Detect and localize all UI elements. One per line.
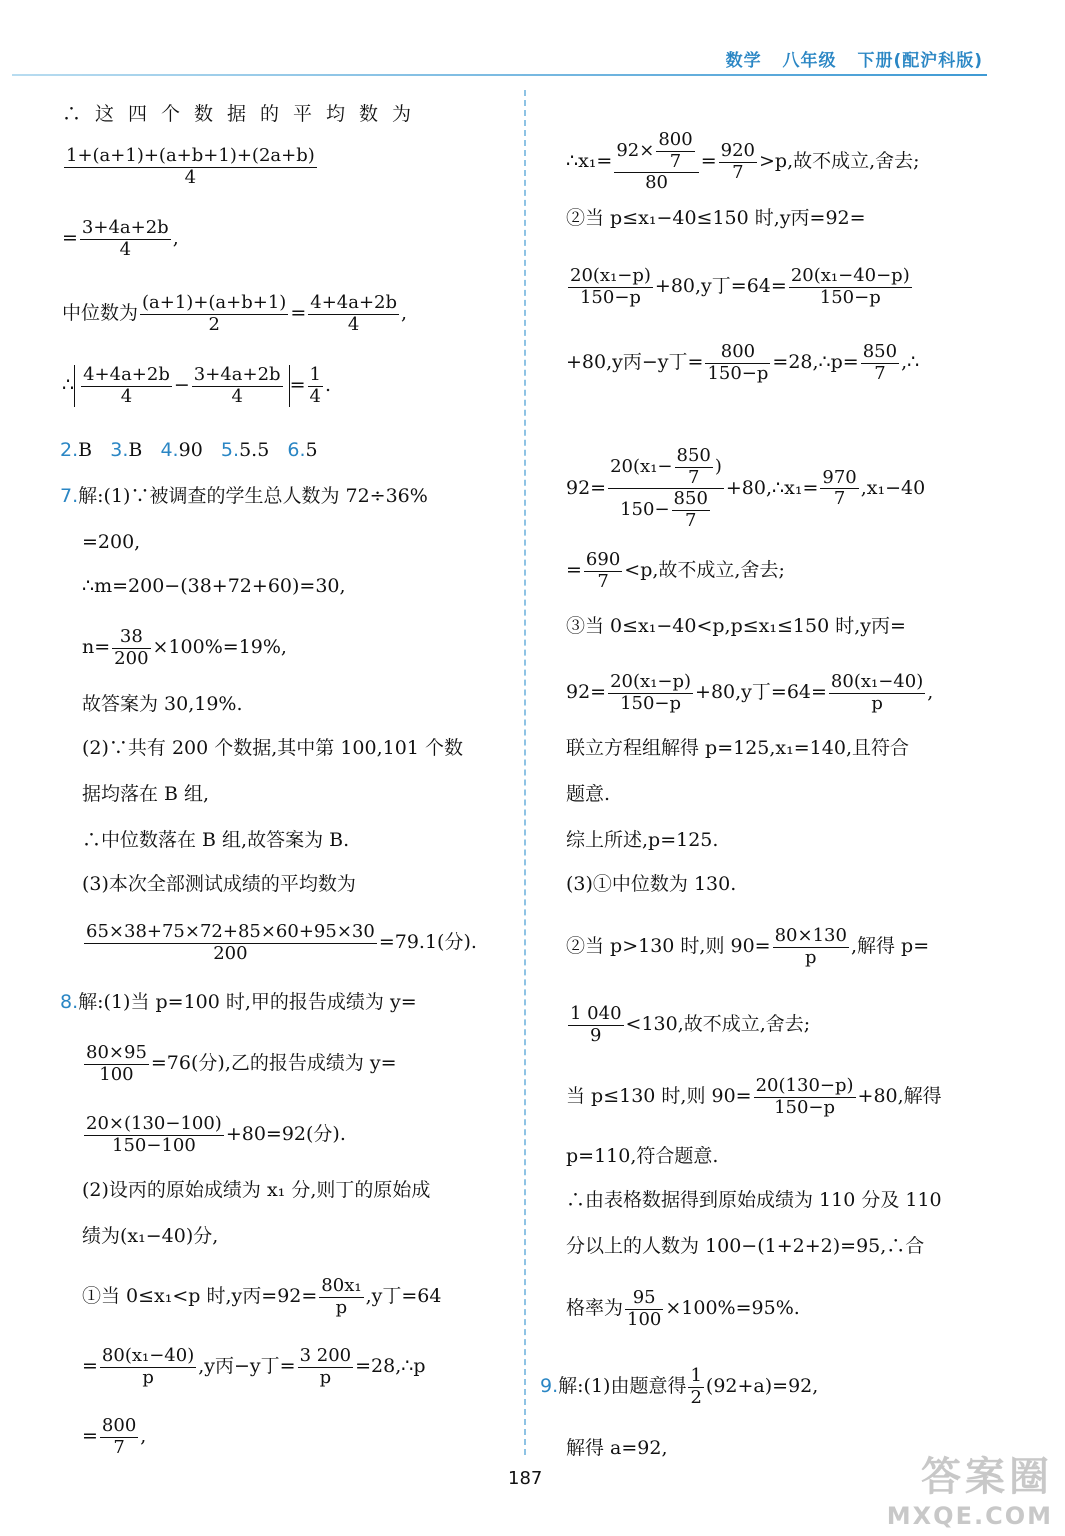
q7-line-9: (3)本次全部测试成绩的平均数为: [82, 873, 356, 895]
fraction: $\frac{\text{20(x₁−p)}}{150-p}$: [610, 671, 692, 714]
q7-line-8: ∴中位数落在 B 组,故答案为 B.: [82, 829, 350, 851]
fraction: $\frac{920}{7}$: [720, 139, 755, 183]
fraction: $\frac{20\times(130-100)}{150-100}$: [86, 1113, 222, 1156]
fraction: $\frac{38}{200}$: [114, 626, 149, 669]
r-line-15: 当 p≤130 时,则 90= $\frac{20(130-p)}{150-p}$ +80,解得: [566, 1075, 942, 1118]
q9-line-1: 9.解:(1)由题意得 $\frac{1}{2}$ (92+a)=92,: [540, 1365, 819, 1408]
q8-line-5: 绩为(x₁−40)分,: [82, 1225, 219, 1247]
q8-line-7: = $\frac{\text{80(x₁−40)}}{p}$ ,y丙−y丁= $\frac{3 200}{p}$ =28,∴p: [82, 1345, 426, 1388]
compound-fraction: 92× $\frac{800}{7}$ 80: [614, 130, 698, 194]
fraction: $\frac{1 040}{9}$: [570, 1003, 622, 1046]
fraction: $\frac{\text{80(x₁−40)}}{p}$: [101, 1345, 195, 1388]
watermark: [887, 1445, 1053, 1530]
q8-line-8: = $\frac{800}{7}$ ,: [82, 1415, 147, 1458]
fraction: $\frac{80\times 95}{100}$: [86, 1042, 147, 1085]
r-line-18: 分以上的人数为 100−(1+2+2)=95,∴合: [566, 1235, 925, 1257]
q7-line-7: 据均落在 B 组,: [82, 783, 210, 805]
q8-line-1: 8.解:(1)当 p=100 时,甲的报告成绩为 y=: [60, 991, 417, 1013]
short-answers: 2.B 3.B 4.90 5.5.5 6.5: [60, 439, 318, 461]
q7-line-2: =200,: [82, 531, 141, 553]
median-line: 中位数为 $\frac{(a+1)+(a+b+1)}{2}$ = $\frac{4+4a+2b}{4}$ ,: [62, 292, 408, 335]
watermark-url: MXQE.COM: [886, 1502, 1053, 1530]
fraction: $\frac{95}{100}$: [627, 1287, 662, 1330]
page-header: [712, 46, 983, 71]
q8-line-4: (2)设丙的原始成绩为 x₁ 分,则丁的原始成: [82, 1179, 431, 1201]
difference-line: ∴ $\frac{4+4a+2b}{4}$ − $\frac{3+4a+2b}{4}$ = $\frac{1}{4}$ .: [62, 364, 331, 407]
fraction: $\frac{20(130-p)}{150-p}$: [755, 1075, 854, 1118]
r-line-8: 92= $\frac{\text{20(x₁−p)}}{150-p}$ +80,y丁=64= $\frac{\text{80(x₁−40)}}{p}$ ,: [566, 671, 934, 714]
compound-fraction: 20(x₁− $\frac{850}{7}$ ) 150− $\frac{850}{7}$: [610, 445, 722, 532]
r-line-1: ∴x₁= 92× $\frac{800}{7}$ 80 = $\frac{920}{7}$ >p,故不成立,舍去;: [566, 129, 920, 194]
fraction: $\frac{800}{7}$: [101, 1415, 137, 1458]
watermark-text: 答案圈: [921, 1454, 1053, 1500]
header-rule: [12, 74, 987, 76]
fraction: $\frac{4+4a+2b}{4}$: [310, 292, 398, 335]
fraction: $\frac{\text{20(x₁−p)}}{150-p}$: [570, 265, 651, 308]
q7-line-6: (2)∵共有 200 个数据,其中第 100,101 个数: [82, 737, 463, 759]
mean-result: = $\frac{3+4a+2b}{4}$ ,: [62, 217, 179, 260]
page-number: 187: [508, 1468, 543, 1489]
header-subject: 数学: [725, 51, 762, 71]
absolute-value: $\frac{4+4a+2b}{4}$ − $\frac{3+4a+2b}{4}$: [74, 365, 289, 407]
q7-line-5: 故答案为 30,19%.: [82, 693, 243, 715]
fraction: $\frac{3 200}{p}$: [299, 1345, 352, 1388]
fraction: $\frac{3+4a+2b}{4}$: [81, 217, 169, 260]
q8-line-3: $\frac{20\times(130-100)}{150-100}$ +80=92(分).: [86, 1113, 346, 1156]
fraction: $\frac{800}{150-p}$: [707, 341, 769, 384]
r-line-6: = $\frac{690}{7}$ <p,故不成立,舍去;: [566, 549, 785, 592]
r-line-19: 格率为 $\frac{95}{100}$ ×100%=95%.: [566, 1287, 800, 1330]
r-line-3: $\frac{\text{20(x₁−p)}}{150-p}$ +80,y丁=64= $\frac{\text{20(x₁−40−p)}}{150-p}$: [570, 265, 910, 308]
fraction: $\frac{970}{7}$: [822, 466, 857, 510]
fraction: $\frac{(a+1)+(a+b+1)}{2}$: [142, 292, 287, 335]
r-line-4: +80,y丙−y丁= $\frac{800}{150-p}$ =28,∴p= $\frac{850}{7}$ ,∴: [566, 341, 920, 384]
fraction: $\frac{80\times 130}{p}$: [774, 925, 847, 968]
fraction: $\frac{\text{80x₁}}{p}$: [321, 1275, 362, 1318]
fraction: $\frac{690}{7}$: [585, 549, 621, 592]
header-grade: 八年级: [782, 51, 837, 71]
r-line-13: ②当 p>130 时,则 90= $\frac{80\times 130}{p}$ ,解得 p=: [566, 925, 930, 968]
fraction: $\frac{1+(a+1)+(a+b+1)+(2a+b)}{4}$: [66, 145, 315, 188]
r-line-5: 92= 20(x₁− $\frac{850}{7}$ ) 150− $\frac{850}{7}$ +80,∴x₁= $\frac{970}{7}$ ,x₁−40: [566, 445, 926, 532]
r-line-12: (3)①中位数为 130.: [566, 873, 737, 895]
fraction: $\frac{850}{7}$: [862, 341, 898, 384]
mean-formula: [62, 146, 319, 188]
q8-line-6: ①当 0≤x₁<p 时,y丙=92= $\frac{\text{80x₁}}{p}$ ,y丁=64: [82, 1275, 442, 1318]
fraction: $\frac{\text{80(x₁−40)}}{p}$: [830, 671, 924, 714]
r-line-2: ②当 p≤x₁−40≤150 时,y丙=92=: [566, 207, 866, 229]
r-line-14: $\frac{1 040}{9}$ <130,故不成立,舍去;: [570, 1003, 811, 1046]
fraction: $\frac{65\times 38+75\times 72+85\times 60+95\times 30}{200}$: [86, 921, 375, 964]
r-line-17: ∴由表格数据得到原始成绩为 110 分及 110: [566, 1189, 942, 1211]
r-line-7: ③当 0≤x₁−40<p,p≤x₁≤150 时,y丙=: [566, 615, 906, 637]
column-divider: [524, 90, 526, 1455]
r-line-10: 题意.: [566, 783, 611, 805]
fraction: $\frac{\text{20(x₁−40−p)}}{150-p}$: [790, 265, 910, 308]
r-line-9: 联立方程组解得 p=125,x₁=140,且符合: [566, 737, 909, 759]
q8-line-2: $\frac{80\times 95}{100}$ =76(分),乙的报告成绩为 y=: [86, 1042, 397, 1085]
q9-line-2: 解得 a=92,: [566, 1437, 668, 1459]
q7-line-10: $\frac{65\times 38+75\times 72+85\times 60+95\times 30}{200}$ =79.1(分).: [86, 921, 477, 964]
fraction: $\frac{1}{4}$: [309, 364, 321, 407]
q7-line-4: n= $\frac{38}{200}$ ×100%=19%,: [82, 626, 287, 669]
header-volume: 下册(配沪科版): [857, 51, 983, 71]
fraction: $\frac{1}{2}$: [690, 1365, 702, 1408]
r-line-11: 综上所述,p=125.: [566, 829, 719, 851]
r-line-16: p=110,符合题意.: [566, 1145, 719, 1167]
q7-line-1: 7.解:(1)∵被调查的学生总人数为 72÷36%: [60, 485, 428, 507]
mean-intro: ∴这四个数据的平均数为: [62, 103, 426, 125]
q7-line-3: ∴m=200−(38+72+60)=30,: [82, 575, 346, 597]
